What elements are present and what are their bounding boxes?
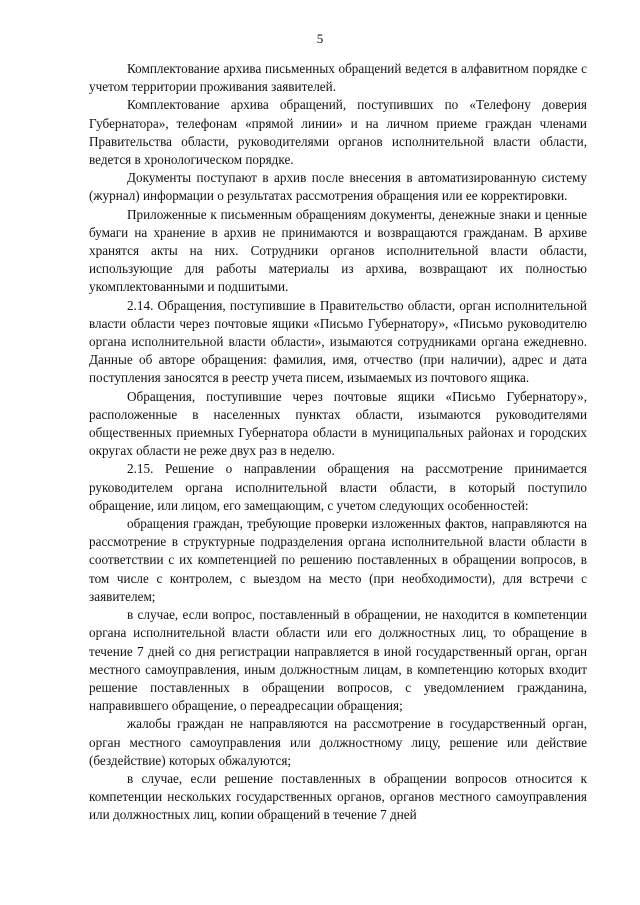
paragraph-2-14-mailboxes: 2.14. Обращения, поступившие в Правительство области, орган исполнительной власти области через почтовые ящики «Письмо Губернатору», «Письмо руководителю органа исполнительной власти области», изымаются сотрудниками органа ежедневно. Данные об авторе обращения: фамилия, имя, отчество (при наличии), адрес и дата поступления заносятся в реестр учета писем, изымаемых из почтового ящика.: [89, 297, 587, 386]
paragraph-archive-hotline-appeals: Комплектование архива обращений, поступивших по «Телефону доверия Губернатора», телефонам «прямой линии» и на личном приеме граждан членами Правительства области, руководителями органов исполнительной власти области, ведется в хронологическом порядке.: [89, 97, 587, 168]
document-body: [89, 60, 587, 825]
paragraph-documents-to-archive: Документы поступают в архив после внесения в автоматизированную систему (журнал) информации о результатах рассмотрения обращения или ее корректировки.: [89, 170, 587, 204]
paragraph-attached-documents: Приложенные к письменным обращениям документы, денежные знаки и ценные бумаги на хранение в архив не принимаются и возвращаются гражданам. В архиве хранятся акты на них. Сотрудники органов исполнительной власти области, использующие для работы материалы из архива, возвращают их полностью укомплектованными и подшитыми.: [89, 206, 587, 295]
paragraph-out-of-competence: в случае, если вопрос, поставленный в обращении, не находится в компетенции органа исполнительной власти области или его должностных лиц, то обращение в течение 7 дней со дня регистрации направляется в иной государственный орган, орган местного самоуправления, иным должностным лицам, в компетенцию которых входит решение поставленных в обращении вопросов, с уведомлением гражданина, направившего обращение, о переадресации обращения;: [89, 607, 587, 714]
paragraph-fact-checking: обращения граждан, требующие проверки изложенных фактов, направляются на рассмотрение в структурные подразделения органа исполнительной власти области в соответствии с их компетенцией по решению поставленных в обращении вопросов, в том числе с контролем, с выездом на место (при необходимости), для встречи с заявителем;: [89, 516, 587, 604]
paragraph-archive-written-appeals: Комплектование архива письменных обращений ведется в алфавитном порядке с учетом территории проживания заявителей.: [89, 61, 587, 95]
paragraph-complaints: жалобы граждан не направляются на рассмотрение в государственный орган, орган местного самоуправления или должностному лицу, решение или действие (бездействие) которых обжалуются;: [89, 716, 587, 768]
paragraph-2-15-decision: 2.15. Решение о направлении обращения на рассмотрение принимается руководителем органа исполнительной власти области, в который поступило обращение, или лицом, его замещающим, с учетом следующих особенностей:: [89, 461, 587, 513]
paragraph-multiple-bodies: в случае, если решение поставленных в обращении вопросов относится к компетенции нескольких государственных органов, органов местного самоуправления или должностных лиц, копии обращений в течение 7 дней: [89, 770, 587, 823]
page-number: 5: [316, 31, 324, 46]
paragraph-settlement-mailboxes: Обращения, поступившие через почтовые ящики «Письмо Губернатору», расположенные в населенных пунктах области, изымаются руководителями общественных приемных Губернатора области в муниципальных районах и городских округах области не реже двух раз в неделю.: [89, 388, 587, 459]
